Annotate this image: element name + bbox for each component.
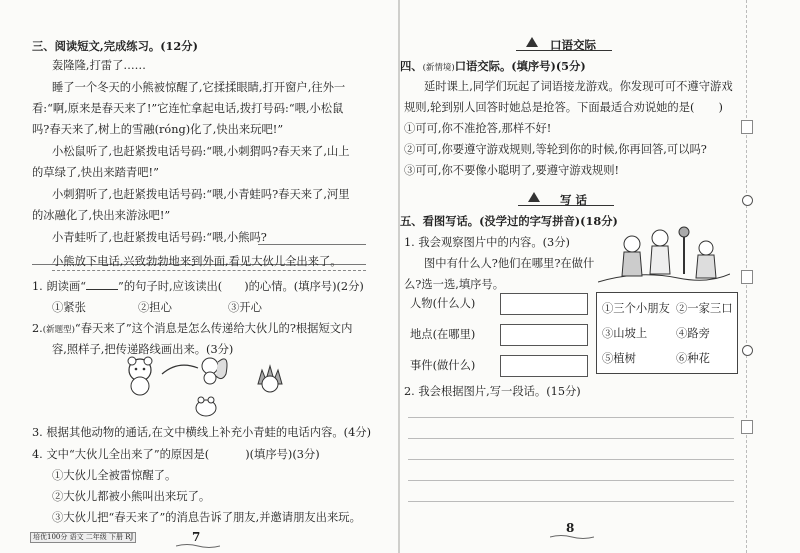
binding-hole bbox=[742, 345, 753, 356]
q2-line-2: 容,照样子,把传递路线画出来。(3分) bbox=[52, 343, 234, 356]
underlined-sentence-mark bbox=[52, 270, 366, 271]
header-rule bbox=[516, 50, 612, 51]
page-ornament-right bbox=[550, 534, 594, 540]
label-person: 人物(什么人) bbox=[410, 297, 476, 310]
binding-tab bbox=[741, 420, 753, 434]
label-event: 事件(做什么) bbox=[410, 359, 476, 372]
q1-text-a: 1. 朗读画“ bbox=[32, 280, 87, 293]
section-4-option: ③可可,你不要像小聪明了,要遵守游戏规则! bbox=[404, 164, 620, 177]
section-4-number: 四、 bbox=[400, 59, 423, 73]
choice-option: ⑥种花 bbox=[676, 352, 710, 365]
book-footer-label: 培优100分 语文 二年级 下册 RJ bbox=[30, 532, 136, 543]
passage-line: 小熊放下电话,兴致勃勃地来到外面,看见大伙儿全出来了。 bbox=[52, 255, 342, 268]
writing-line[interactable] bbox=[408, 480, 734, 481]
hedgehog-illustration bbox=[258, 366, 282, 392]
q1-text-c: )的心情。(填序号)(2分) bbox=[244, 280, 364, 293]
q1-option: ②担心 bbox=[138, 301, 172, 314]
q1-text-b: ”的句子时,应该读出( bbox=[118, 280, 223, 293]
writing-line[interactable] bbox=[408, 459, 734, 460]
question-1 bbox=[32, 279, 364, 294]
right-page bbox=[400, 0, 800, 553]
section-5-title: 五、看图写话。(没学过的字写拼音)(18分) bbox=[400, 214, 618, 228]
section-4-line-2 bbox=[404, 101, 723, 115]
section-4-option: ①可可,你不准抢答,那样不好! bbox=[404, 122, 552, 135]
section-4-line-2b: ) bbox=[718, 101, 723, 114]
passage-line: 小青蛙听了,也赶紧拨电话号码:“喂,小熊吗? bbox=[52, 231, 267, 244]
question-4 bbox=[32, 448, 320, 462]
question-3: 3. 根据其他动物的通话,在文中横线上补充小青蛙的电话内容。(4分) bbox=[32, 426, 371, 439]
oral-communication-header: 口语交际 bbox=[550, 38, 596, 52]
squirrel-illustration bbox=[202, 358, 227, 384]
section-4-line-1: 延时课上,同学们玩起了词语接龙游戏。你发现可可不遵守游戏 bbox=[424, 80, 733, 93]
header-rule bbox=[518, 205, 614, 206]
q4-option: ①大伙儿全被雷惊醒了。 bbox=[52, 469, 177, 482]
choice-option: ⑤植树 bbox=[602, 352, 636, 365]
q1-option: ①紧张 bbox=[52, 301, 86, 314]
q2-number: 2. bbox=[32, 322, 43, 335]
binding-tab bbox=[741, 120, 753, 134]
animals-route-illustration[interactable] bbox=[118, 352, 308, 422]
section-5-q1: 1. 我会观察图片中的内容。(3分) bbox=[404, 236, 570, 249]
event-answer-box[interactable] bbox=[500, 355, 588, 377]
binding-hole bbox=[742, 195, 753, 206]
q4-option: ②大伙儿都被小熊叫出来玩了。 bbox=[52, 490, 211, 503]
choice-option: ②一家三口 bbox=[676, 302, 733, 315]
q2-line-1: “春天来了”这个消息是怎么传递给大伙儿的?根据短文内 bbox=[74, 322, 353, 335]
place-answer-box[interactable] bbox=[500, 324, 588, 346]
binding-tab bbox=[741, 270, 753, 284]
q4-text-a: 4. 文中“大伙儿全出来了”的原因是( bbox=[32, 448, 210, 461]
q4-text-b: )(填序号)(3分) bbox=[245, 448, 320, 461]
section-4-title bbox=[400, 59, 586, 75]
writing-line[interactable] bbox=[408, 501, 734, 502]
passage-line: 的冰融化了,快出来游泳吧!” bbox=[32, 209, 171, 222]
picture-writing-header: 写 话 bbox=[560, 193, 588, 207]
section-5-q1-line-2: 么?选一选,填序号。 bbox=[404, 278, 505, 291]
q4-option: ③大伙儿把“春天来了”的消息告诉了朋友,并邀请朋友出来玩。 bbox=[52, 511, 361, 524]
underline-sample bbox=[86, 279, 118, 290]
passage-line: 轰隆隆,打雷了…… bbox=[52, 59, 146, 72]
bear-illustration bbox=[128, 357, 152, 395]
section-5-q1-line-1: 图中有什么人?他们在哪里?在做什 bbox=[424, 257, 595, 270]
section-4-heading: 口语交际。(填序号)(5分) bbox=[454, 59, 586, 73]
frog-illustration bbox=[196, 397, 216, 416]
person-answer-box[interactable] bbox=[500, 293, 588, 315]
section-4-option: ②可可,你要遵守游戏规则,等轮到你的时候,你再回答,可以吗? bbox=[404, 143, 707, 156]
left-page bbox=[0, 0, 398, 553]
question-2 bbox=[32, 322, 352, 337]
sample-route-line bbox=[162, 365, 198, 374]
triangle-icon bbox=[526, 37, 538, 47]
choice-option: ④路旁 bbox=[676, 327, 710, 340]
q2-tag: (新题型) bbox=[42, 325, 75, 335]
section-4-tag: (新情境) bbox=[422, 63, 455, 73]
triangle-icon bbox=[528, 192, 540, 202]
passage-line: 小刺猬听了,也赶紧拨电话号码:“喂,小青蛙吗?春天来了,河里 bbox=[52, 188, 350, 201]
passage-line: 的草绿了,快出来踏青吧!” bbox=[32, 166, 159, 179]
section-3-title: 三、阅读短文,完成练习。(12分) bbox=[32, 39, 198, 53]
writing-line[interactable] bbox=[408, 438, 734, 439]
section-4-line-2a: 规则,轮到别人回答时她总是抢答。下面最适合劝说她的是( bbox=[404, 101, 695, 114]
choice-option: ①三个小朋友 bbox=[602, 302, 670, 315]
page-number-right: 8 bbox=[566, 521, 575, 535]
choice-option: ③山坡上 bbox=[602, 327, 648, 340]
label-place: 地点(在哪里) bbox=[410, 328, 476, 341]
writing-line[interactable] bbox=[408, 417, 734, 418]
section-5-q2: 2. 我会根据图片,写一段话。(15分) bbox=[404, 385, 581, 398]
page-number-left: 7 bbox=[192, 530, 201, 544]
q1-option: ③开心 bbox=[228, 301, 262, 314]
tree-planting-illustration bbox=[598, 224, 730, 288]
passage-line: 小松鼠听了,也赶紧拨电话号码:“喂,小刺猬吗?春天来了,山上 bbox=[52, 145, 350, 158]
passage-line: 看:“啊,原来是春天来了!”它连忙拿起电话,拨打号码:“喂,小松鼠 bbox=[32, 102, 344, 115]
passage-line: 睡了一个冬天的小熊被惊醒了,它揉揉眼睛,打开窗户,往外一 bbox=[52, 81, 346, 94]
frog-phone-blank-1[interactable] bbox=[258, 244, 366, 245]
page-ornament-left bbox=[176, 543, 220, 549]
passage-line: 吗?春天来了,树上的雪融(róng)化了,快出来玩吧!” bbox=[32, 123, 284, 136]
